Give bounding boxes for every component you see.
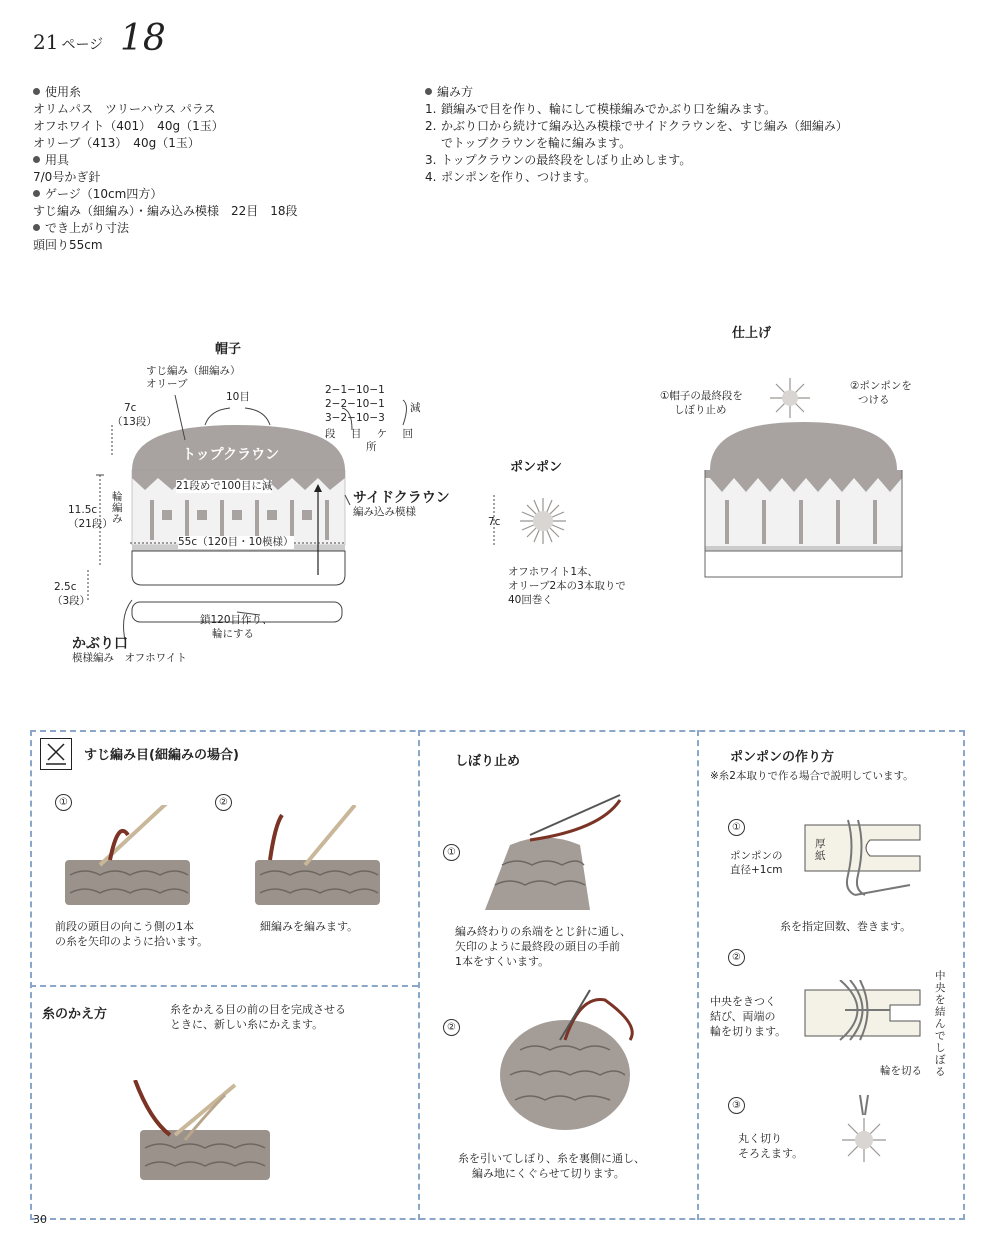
shibori-title: しぼり止め: [455, 754, 521, 769]
round21-label: 21段めで100目に減: [176, 480, 273, 492]
pompom-diameter-b: 直径+1cm: [730, 864, 783, 876]
side-crown-label: サイドクラウン: [353, 490, 450, 506]
suji-illustration: [60, 805, 400, 915]
top-color-label: オリーブ: [146, 378, 188, 390]
step-number: 1.: [425, 102, 437, 116]
shibori-text-1a: 編み終わりの糸端をとじ針に通し、: [455, 925, 631, 938]
panel-divider: [418, 730, 420, 1220]
shibori-text-2a: 糸を引いてしぼり、糸を裏側に通し、: [458, 1152, 645, 1165]
step-number: ②: [443, 1019, 460, 1036]
pompom-diameter-a: ポンポンの: [730, 850, 783, 862]
yarn-line: オフホワイト（401） 40g（1玉）: [33, 119, 224, 133]
pompom-note: 40回巻く: [508, 594, 553, 606]
panel-left-border: [30, 730, 32, 1220]
pompom-trim-a: 丸く切り: [738, 1132, 782, 1145]
yarn-line: オリーブ（413） 40g（1玉）: [33, 136, 200, 150]
finish-diagram: [660, 310, 930, 590]
pompom-step-3: [728, 1093, 745, 1114]
shibori-step-2: [443, 1015, 460, 1036]
shibori-illustration-1: [470, 785, 645, 915]
finish-note-1b: しぼり止め: [674, 404, 727, 416]
brim-rows-label: （3段）: [52, 595, 91, 607]
top-crown-label: トップクラウン: [182, 447, 280, 463]
shibori-text-2b: 編み地にくぐらせて切ります。: [472, 1167, 625, 1180]
size-line: 頭回り55cm: [33, 238, 103, 252]
pompom-tie-c: 輪を切ります。: [710, 1025, 787, 1038]
step-number: ①: [55, 794, 72, 811]
round-knit-label: 輪編み: [112, 491, 123, 525]
change-text-b: ときに、新しい糸にかえます。: [170, 1018, 324, 1031]
step-number: ③: [728, 1097, 745, 1114]
step-number: ②: [215, 794, 232, 811]
step-text: ポンポンを作り、つけます。: [441, 170, 597, 184]
ref-page-suffix: ページ: [61, 37, 104, 53]
shibori-text-1b: 矢印のように最終段の頭目の手前: [455, 940, 620, 953]
pompom-howto-title: ポンポンの作り方: [730, 750, 835, 765]
change-title: 糸のかえ方: [42, 1007, 108, 1022]
pompom-tie-b: 結び、両端の: [710, 1010, 776, 1023]
panel-divider: [697, 730, 699, 1220]
side-height-label: 11.5c: [68, 504, 98, 516]
pattern-number: 18: [120, 18, 166, 59]
step-number: ①: [443, 844, 460, 861]
tools-line: 7/0号かぎ針: [33, 170, 101, 184]
pompom-tie-a: 中央をきつく: [710, 995, 776, 1008]
decrease-columns-2: 所: [366, 441, 377, 453]
step-number: 4.: [425, 170, 437, 184]
size-heading: でき上がり寸法: [45, 221, 130, 235]
pompom-title: ポンポン: [510, 460, 563, 475]
change-text-a: 糸をかえる目の前の目を完成させる: [170, 1003, 346, 1016]
step-text: かぶり口から続けて編み込み模様でサイドクラウンを、すじ編み（細編み）: [441, 119, 848, 133]
pompom-trim-b: そろえます。: [738, 1147, 804, 1160]
panel-divider: [30, 985, 418, 987]
step-number: 2.: [425, 119, 437, 133]
tools-heading: 用具: [45, 153, 70, 167]
card-label: 厚紙: [815, 838, 826, 862]
finish-note-1: ①帽子の最終段を: [660, 390, 743, 402]
pompom-wind-text: 糸を指定回数、巻きます。: [780, 920, 912, 933]
suji-text-1a: 前段の頭目の向こう側の1本: [55, 920, 194, 933]
step-number: ②: [728, 949, 745, 966]
finish-title: 仕上げ: [732, 326, 772, 341]
pompom-step-2: [728, 945, 745, 966]
yarn-heading: 使用糸: [45, 85, 82, 99]
change-illustration: [130, 1080, 280, 1185]
chain-label: 鎖120目作り、: [200, 614, 273, 626]
yarn-line: オリムパス ツリーハウス パラス: [33, 102, 216, 116]
top-stitch-label: すじ編み（細編み）: [146, 365, 241, 377]
gauge-line: すじ編み（細編み）・編み込み模様 22目 18段: [33, 204, 298, 218]
shibori-text-1c: 1本をすくいます。: [455, 955, 550, 968]
brim-label: かぶり口: [72, 636, 128, 652]
step-text: 鎖編みで目を作り、輪にして模様編みでかぶり口を編みます。: [441, 102, 777, 116]
top-rows-label: （13段）: [112, 416, 157, 428]
pompom-cut-label: 輪を切る: [880, 1065, 922, 1077]
finish-note-2b: つける: [858, 394, 890, 406]
shibori-step-1: [443, 840, 460, 861]
side-rows-label: （21段）: [68, 518, 113, 530]
pompom-note: オフホワイト1本、: [508, 566, 599, 578]
side-pattern-label: 編み込み模様: [353, 506, 416, 518]
pompom-tie: [800, 980, 930, 1060]
top-stitches-label: 10目: [226, 391, 250, 403]
ref-page-number: 21: [33, 30, 59, 54]
method-heading: 編み方: [437, 85, 474, 99]
top-height-label: 7c: [124, 402, 137, 414]
hat-title: 帽子: [215, 342, 242, 357]
brim-pattern-label: 模様編み オフホワイト: [72, 652, 187, 664]
pompom-final: [830, 1095, 900, 1175]
pompom-size: 7c: [488, 516, 501, 528]
pompom-note: オリーブ2本の3本取りで: [508, 580, 626, 592]
step-number: ①: [728, 819, 745, 836]
pompom-center-tie: 中央を結んでしぼる: [935, 970, 946, 1078]
decrease-row: 2−2−10−1: [325, 398, 385, 410]
pompom-step-1: [728, 815, 745, 836]
decrease-row: 2−1−10−1: [325, 384, 385, 396]
suji-title: すじ編み目(細編みの場合): [84, 748, 239, 763]
step-text: でトップクラウンを輪に編みます。: [441, 136, 632, 150]
decrease-row: 3−2−10−3: [325, 412, 385, 424]
decrease-columns: 段 目 ケ 回: [325, 428, 420, 440]
decrease-mark: 減: [410, 402, 421, 414]
brim-shape: [132, 551, 345, 585]
brim-height-label: 2.5c: [54, 581, 77, 593]
page-number: 30: [33, 1213, 47, 1226]
panel-bottom-border: [30, 1218, 965, 1220]
suji-text-1b: の糸を矢印のように拾います。: [55, 935, 209, 948]
shibori-illustration-2: [490, 985, 655, 1135]
suji-symbol-icon: [40, 738, 72, 770]
pompom-diagram: [480, 450, 680, 630]
pompom-howto-note: ※糸2本取りで作る場合で説明しています。: [710, 770, 914, 782]
finish-note-2: ②ポンポンを: [850, 380, 912, 392]
chain-label-2: 輪にする: [212, 628, 254, 640]
circumference-label: 55c（120目・10模様）: [178, 536, 294, 548]
step-text: トップクラウンの最終段をしぼり止めします。: [441, 153, 692, 167]
panel-top-border: [30, 730, 965, 732]
gauge-heading: ゲージ（10cm四方）: [45, 187, 163, 201]
suji-text-2: 細編みを編みます。: [260, 920, 359, 933]
panel-right-border: [963, 730, 965, 1220]
step-number: 3.: [425, 153, 437, 167]
